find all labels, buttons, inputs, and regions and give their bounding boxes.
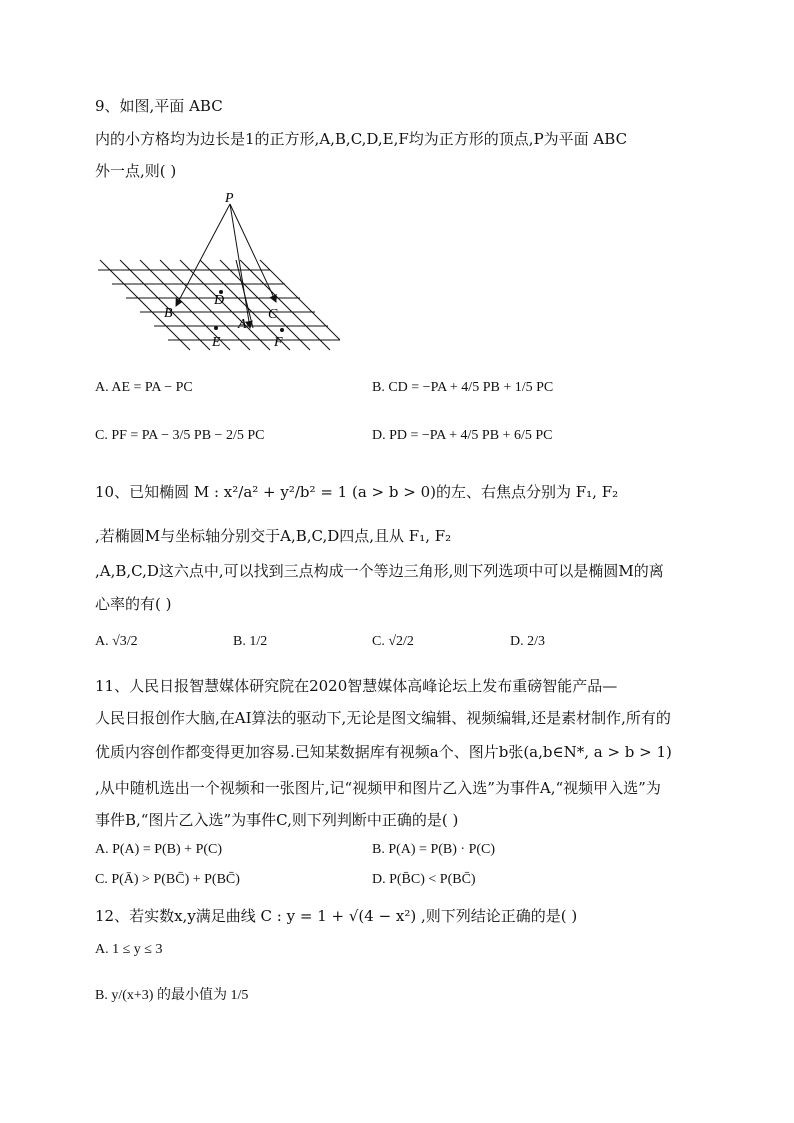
q11-line3: 优质内容创作都变得更加容易.已知某数据库有视频a个、图片b张(a,b∈N*, a > b > 1) [95,743,672,761]
q9-line3: 外一点,则( ) [95,162,177,180]
label-C: C [268,307,278,322]
q10-option-b[interactable]: B. 1/2 [233,634,268,649]
q12-option-a[interactable]: A. 1 ≤ y ≤ 3 [95,942,163,957]
q10-line4: 心率的有( ) [95,595,172,613]
q11-option-d[interactable]: D. P(B̄C) < P(BC̄) [372,872,476,887]
label-D: D [214,293,225,308]
q11-line2: 人民日报创作大脑,在AI算法的驱动下,无论是图文编辑、视频编辑,还是素材制作,所有的 [95,709,671,727]
label-A: A [238,317,247,332]
q10-option-a[interactable]: A. √3/2 [95,634,138,649]
q10-line2: ,若椭圆M与坐标轴分别交于A,B,C,D四点,且从 F₁, F₂ [95,527,452,545]
label-F: F [274,335,283,350]
q9-option-d[interactable]: D. PD = −PA + 4/5 PB + 6/5 PC [372,428,553,443]
q9-line1: 9、如图,平面 ABC [95,97,223,115]
q12-line1: 12、若实数x,y满足曲线 C : y = 1 + √(4 − x²) ,则下列结论正确的是( ) [95,907,578,925]
q9-option-a[interactable]: A. AE = PA − PC [95,380,193,395]
q11-option-c[interactable]: C. P(Ā) > P(BC̄) + P(BC̄) [95,872,240,887]
q9-grid-figure [90,190,350,360]
q11-line1: 11、人民日报智慧媒体研究院在2020智慧媒体高峰论坛上发布重磅智能产品— [95,677,618,695]
q9-option-b[interactable]: B. CD = −PA + 4/5 PB + 1/5 PC [372,380,554,395]
q12-option-b[interactable]: B. y/(x+3) 的最小值为 1/5 [95,988,249,1003]
label-B: B [164,306,173,321]
q10-line3: ,A,B,C,D这六点中,可以找到三点构成一个等边三角形,则下列选项中可以是椭圆M的离 [95,562,664,580]
label-E: E [212,335,221,350]
q11-option-b[interactable]: B. P(A) = P(B) · P(C) [372,842,496,857]
q10-line1: 10、已知椭圆 M : x²/a² + y²/b² = 1 (a > b > 0)的左、右焦点分别为 F₁, F₂ [95,483,619,501]
label-P: P [225,191,234,206]
q11-line4: ,从中随机选出一个视频和一张图片,记“视频甲和图片乙入选”为事件A,“视频甲入选”为 [95,779,661,797]
q11-option-a[interactable]: A. P(A) = P(B) + P(C) [95,842,223,857]
q10-option-d[interactable]: D. 2/3 [510,634,545,649]
q11-line5: 事件B,“图片乙入选”为事件C,则下列判断中正确的是( ) [95,811,459,829]
q10-option-c[interactable]: C. √2/2 [372,634,414,649]
q9-line2: 内的小方格均为边长是1的正方形,A,B,C,D,E,F均为正方形的顶点,P为平面 ABC [95,130,628,148]
q9-option-c[interactable]: C. PF = PA − 3/5 PB − 2/5 PC [95,428,265,443]
